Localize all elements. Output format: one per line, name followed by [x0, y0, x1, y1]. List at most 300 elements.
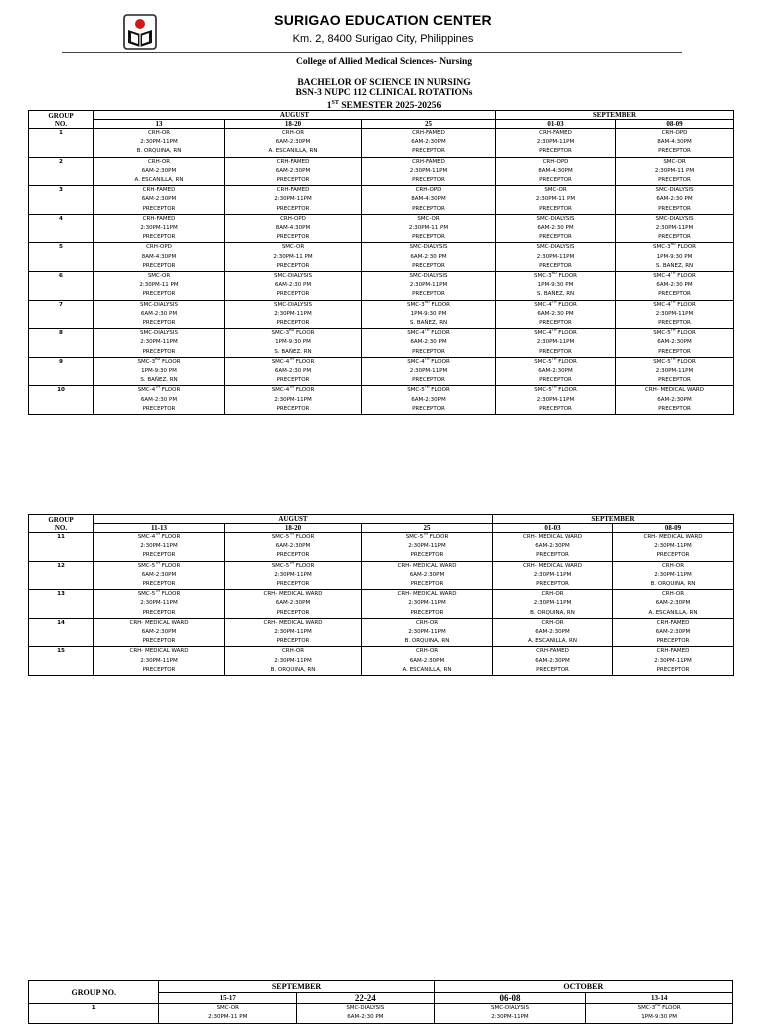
table-row: [29, 357, 734, 386]
group-number: 8: [29, 329, 94, 358]
cell-line: CRH-OR: [281, 648, 305, 655]
cell-line: S. BAÑEZ, RN: [409, 320, 448, 327]
cell-line: CRH- MEDICAL WARD: [129, 648, 189, 655]
rotation-cell: [613, 590, 734, 619]
cell-line: 6AM-2:30 PM: [140, 310, 178, 317]
rotation-cell: [297, 1004, 435, 1024]
cell-line: PRECEPTOR: [276, 262, 310, 269]
rotation-cell: [613, 561, 734, 590]
cell-line: 6AM-2:30PM: [538, 368, 573, 375]
cell-line: 8AM-4:30PM: [141, 253, 177, 260]
header-divider: [62, 52, 682, 53]
rotation-cell: [225, 386, 362, 415]
cell-line: PRECEPTOR: [276, 177, 310, 184]
rotation-cell: [94, 590, 225, 619]
cell-line: CRH- MEDICAL WARD: [645, 387, 704, 394]
cell-line: 1PM-9:30 PM: [275, 339, 311, 346]
cell-line: CRH- MEDICAL WARD: [523, 562, 582, 569]
table1-body: [29, 129, 734, 415]
cell-line: SMC-4TH FLOOR: [271, 386, 315, 394]
cell-line: SMC-DIALYSIS: [536, 244, 575, 251]
cell-line: PRECEPTOR: [539, 262, 572, 269]
cell-line: SMC-3RD FLOOR: [137, 357, 181, 365]
cell-line: B. ORQUINA, RN: [530, 609, 575, 616]
cell-line: 8AM-4:30PM: [657, 139, 692, 146]
table-row: [29, 157, 734, 186]
cell-line: SMC-DIALYSIS: [409, 273, 448, 280]
cell-line: SMC-DIALYSIS: [536, 215, 575, 222]
rotation-cell: [94, 329, 225, 358]
cell-line: 6AM-2:30PM: [535, 543, 570, 550]
rotation-cell: [613, 533, 734, 562]
cell-line: PRECEPTOR: [658, 405, 691, 412]
rotation-cell: [362, 186, 496, 215]
cell-line: CRH-FAMED: [412, 130, 445, 136]
cell-line: 6AM-2:30PM: [655, 629, 691, 636]
cell-line: PRECEPTOR: [412, 291, 445, 298]
cell-line: A. ESCANILLA, RN: [528, 638, 577, 645]
month-header-september: SEPTEMBER: [159, 981, 434, 993]
rotation-cell: [159, 1004, 297, 1024]
group-number: 7: [29, 300, 94, 329]
cell-line: 6AM-2:30 PM: [274, 282, 312, 289]
cell-line: A. ESCANILLA, RN: [402, 666, 452, 673]
cell-line: B. ORQUINA, RN: [650, 581, 696, 588]
cell-line: A. ESCANILLA, RN: [268, 148, 318, 155]
cell-line: PRECEPTOR: [412, 405, 445, 412]
school-name: SURIGAO EDUCATION CENTER: [274, 12, 492, 28]
group-number: 10: [29, 386, 94, 415]
cell-line: 2:30PM-11PM: [536, 139, 575, 146]
rotation-cell: [496, 272, 616, 301]
group-no-header: GROUP NO.: [29, 111, 94, 129]
cell-line: PRECEPTOR: [276, 377, 310, 384]
cell-line: PRECEPTOR: [656, 552, 690, 559]
rotation-cell: [225, 214, 362, 243]
document-header: [0, 0, 768, 110]
date-header: 01-03: [493, 524, 613, 533]
cell-line: SMC-DIALYSIS: [140, 330, 178, 337]
program-title: BACHELOR OF SCIENCE IN NURSING: [297, 78, 471, 88]
table2-body: [29, 533, 734, 676]
cell-line: 6AM-2:30PM: [141, 571, 177, 578]
cell-line: 6AM-2:30PM: [141, 629, 177, 636]
cell-line: 8AM-4:30PM: [275, 225, 311, 232]
cell-line: SMC-3RD FLOOR: [534, 272, 577, 280]
cell-line: 2:30PM-11PM: [408, 629, 446, 636]
cell-line: CRH-OR: [541, 591, 564, 598]
cell-line: 2:30PM-11PM: [140, 657, 178, 664]
school-address: Km. 2, 8400 Surigao City, Philippines: [292, 33, 474, 45]
rotation-cell: [362, 533, 493, 562]
cell-line: PRECEPTOR: [539, 205, 572, 212]
cell-line: 6AM-2:30 PM: [140, 396, 178, 403]
rotation-cell: [616, 129, 734, 158]
cell-line: 2:30PM-11 PM: [654, 167, 695, 174]
cell-line: B. ORQUINA, RN: [136, 148, 182, 155]
cell-line: PRECEPTOR: [276, 609, 310, 616]
cell-line: SMC-DIALYSIS: [274, 301, 312, 308]
rotation-cell: [362, 157, 496, 186]
cell-line: 6AM-2:30PM: [411, 396, 446, 403]
cell-line: 2:30PM-11PM: [408, 543, 446, 550]
cell-line: 2:30PM-11PM: [655, 368, 694, 375]
cell-line: PRECEPTOR: [658, 177, 691, 184]
cell-line: PRECEPTOR: [410, 609, 444, 616]
cell-line: PRECEPTOR: [658, 234, 691, 241]
cell-line: 2:30PM-11PM: [536, 396, 575, 403]
cell-line: 6AM-2:30PM: [655, 600, 691, 607]
rotation-cell: [225, 157, 362, 186]
cell-line: PRECEPTOR: [412, 377, 445, 384]
course-title: BSN-3 NUPC 112 CLINICAL ROTATIONs: [295, 88, 473, 98]
college-name: College of Allied Medical Sciences- Nursing: [296, 57, 472, 67]
rotation-cell: [616, 272, 734, 301]
table-row: [29, 386, 734, 415]
cell-line: 6AM-2:30PM: [141, 196, 177, 203]
group-number: 5: [29, 243, 94, 272]
cell-line: CRH-OR: [541, 619, 564, 626]
group-number: 4: [29, 214, 94, 243]
cell-line: SMC-OR: [147, 273, 171, 280]
cell-line: 2:30PM-11 PM: [139, 282, 179, 289]
group-number: 3: [29, 186, 94, 215]
table-row: [29, 129, 734, 158]
cell-line: SMC-5TH FLOOR: [137, 561, 181, 569]
cell-line: PRECEPTOR: [539, 177, 572, 184]
cell-line: SMC-4TH FLOOR: [137, 533, 181, 540]
cell-line: CRH-FAMED: [276, 158, 310, 165]
rotation-cell: [616, 300, 734, 329]
group-number: 1: [29, 1004, 159, 1024]
cell-line: PRECEPTOR: [658, 377, 691, 384]
rotation-cell: [496, 329, 616, 358]
semester-title: 1ST SEMESTER 2025-20256: [326, 100, 442, 112]
cell-line: SMC-DIALYSIS: [655, 187, 694, 194]
rotation-cell: [616, 157, 734, 186]
rotation-cell: [493, 590, 613, 619]
cell-line: 2:30PM-11PM: [536, 339, 575, 346]
month-header-september: SEPTEMBER: [493, 515, 734, 524]
date-header: 18-20: [225, 120, 362, 129]
cell-line: 2:30PM-11 PM: [273, 253, 313, 260]
cell-line: PRECEPTOR: [658, 320, 691, 327]
rotation-cell: [94, 243, 225, 272]
rotation-cell: [94, 618, 225, 647]
cell-line: 6AM-2:30PM: [409, 657, 445, 664]
cell-line: 6AM-2:30PM: [657, 339, 692, 346]
rotation-cell: [616, 329, 734, 358]
cell-line: PRECEPTOR: [539, 148, 572, 155]
rotation-cell: [496, 157, 616, 186]
table-row: [29, 272, 734, 301]
cell-line: A. ESCANILLA, RN: [648, 609, 698, 616]
rotation-cell: [94, 157, 225, 186]
date-header: 22-24: [297, 993, 435, 1004]
rotation-cell: [362, 561, 493, 590]
cell-line: S. BAÑEZ, RN: [655, 262, 694, 269]
rotation-cell: [362, 618, 493, 647]
month-header-august: AUGUST: [94, 111, 496, 120]
cell-line: PRECEPTOR: [539, 234, 572, 241]
rotation-cell: [225, 129, 362, 158]
cell-line: PRECEPTOR: [142, 666, 176, 673]
cell-line: CRH-OR: [281, 130, 305, 136]
cell-line: 8AM-4:30PM: [538, 167, 573, 174]
cell-line: PRECEPTOR: [539, 377, 572, 384]
cell-line: SMC-4TH FLOOR: [534, 300, 577, 308]
cell-line: 6AM-2:30PM: [657, 396, 692, 403]
cell-line: 2:30PM-11PM: [533, 600, 572, 607]
date-header: 11-13: [94, 524, 225, 533]
rotation-cell: [496, 129, 616, 158]
rotation-cell: [94, 300, 225, 329]
cell-line: SMC-3RD FLOOR: [637, 1004, 681, 1011]
cell-line: CRH- MEDICAL WARD: [263, 619, 323, 626]
cell-line: SMC-5TH FLOOR: [534, 357, 577, 365]
rotation-cell: [94, 214, 225, 243]
cell-line: 2:30PM-11PM: [408, 600, 446, 607]
cell-line: 6AM-2:30 PM: [274, 368, 312, 375]
cell-line: 6AM-2:30PM: [411, 139, 446, 146]
cell-line: SMC-DIALYSIS: [655, 215, 694, 222]
cell-line: PRECEPTOR: [412, 148, 445, 155]
cell-line: CRH-OPD: [661, 130, 688, 136]
rotation-cell: [586, 1004, 733, 1024]
cell-line: CRH-OPD: [542, 158, 569, 165]
cell-line: 6AM-2:30 PM: [410, 253, 447, 260]
rotation-cell: [613, 618, 734, 647]
cell-line: 2:30PM-11PM: [654, 657, 692, 664]
cell-line: S. BAÑEZ, RN: [140, 377, 178, 384]
cell-line: 6AM-2:30PM: [141, 167, 177, 174]
cell-line: SMC-DIALYSIS: [140, 301, 178, 308]
rotation-table-sep-oct: [28, 980, 733, 1024]
cell-line: PRECEPTOR: [536, 552, 569, 559]
cell-line: 2:30PM-11PM: [409, 368, 448, 375]
cell-line: SMC-5TH FLOOR: [271, 561, 315, 569]
cell-line: SMC-DIALYSIS: [409, 244, 448, 251]
date-header: 06-08: [434, 993, 586, 1004]
cell-line: 6AM-2:30 PM: [537, 310, 574, 317]
cell-line: 2:30PM-11PM: [140, 225, 178, 232]
cell-line: SMC-4TH FLOOR: [271, 357, 315, 365]
cell-line: 1PM-9:30 PM: [656, 253, 693, 260]
cell-line: 2:30PM-11PM: [274, 657, 312, 664]
cell-line: 2:30PM-11PM: [274, 629, 312, 636]
cell-line: PRECEPTOR: [276, 205, 310, 212]
cell-line: 6AM-2:30PM: [535, 629, 570, 636]
cell-line: SMC-DIALYSIS: [490, 1005, 529, 1011]
rotation-cell: [362, 272, 496, 301]
rotation-cell: [362, 357, 496, 386]
cell-line: 6AM-2:30PM: [275, 139, 311, 146]
rotation-cell: [362, 647, 493, 676]
cell-line: 2:30PM-11PM: [274, 310, 312, 317]
group-number: 2: [29, 157, 94, 186]
cell-line: CRH-OPD: [146, 244, 172, 251]
cell-line: SMC-3RD FLOOR: [271, 329, 315, 337]
cell-line: 8AM-4:30PM: [411, 196, 446, 203]
group-number: 14: [29, 618, 94, 647]
table-row: [29, 1004, 733, 1024]
school-logo-icon: [122, 13, 158, 51]
cell-line: 6AM-2:30PM: [275, 543, 311, 550]
group-number: 11: [29, 533, 94, 562]
cell-line: SMC-5TH FLOOR: [653, 329, 696, 337]
cell-line: CRH-OR: [661, 591, 685, 598]
cell-line: 2:30PM-11PM: [274, 396, 312, 403]
cell-line: 2:30PM-11PM: [274, 571, 312, 578]
date-header: 08-09: [616, 120, 734, 129]
cell-line: PRECEPTOR: [412, 205, 445, 212]
table-row: [29, 243, 734, 272]
table-row: [29, 647, 734, 676]
cell-line: PRECEPTOR: [142, 205, 176, 212]
rotation-cell: [434, 1004, 586, 1024]
cell-line: 2:30PM-11PM: [533, 571, 572, 578]
cell-line: 2:30PM-11 PM: [408, 225, 449, 232]
rotation-cell: [362, 329, 496, 358]
cell-line: 2:30PM-11PM: [491, 1014, 529, 1021]
cell-line: CRH-FAMED: [142, 187, 176, 194]
group-number: 15: [29, 647, 94, 676]
cell-line: 1PM-9:30 PM: [141, 368, 177, 375]
cell-line: 2:30PM-11PM: [140, 543, 178, 550]
cell-line: CRH-OR: [415, 648, 439, 655]
group-no-header: GROUP NO.: [29, 515, 94, 533]
rotation-cell: [616, 243, 734, 272]
cell-line: CRH- MEDICAL WARD: [397, 591, 457, 598]
group-number: 13: [29, 590, 94, 619]
cell-line: SMC-5TH FLOOR: [534, 386, 577, 394]
date-header: 13: [94, 120, 225, 129]
date-header: 08-09: [613, 524, 734, 533]
table-row: [29, 618, 734, 647]
rotation-cell: [94, 561, 225, 590]
group-number: 9: [29, 357, 94, 386]
table-row: [29, 561, 734, 590]
table-row: [29, 533, 734, 562]
cell-line: CRH-FAMED: [412, 158, 445, 165]
rotation-cell: [225, 243, 362, 272]
cell-line: PRECEPTOR: [142, 348, 176, 355]
cell-line: SMC-4TH FLOOR: [534, 329, 577, 337]
rotation-cell: [225, 329, 362, 358]
date-header: 13-14: [586, 993, 733, 1004]
table-row: [29, 329, 734, 358]
cell-line: PRECEPTOR: [412, 234, 445, 241]
rotation-cell: [616, 386, 734, 415]
cell-line: 2:30PM-11PM: [654, 543, 692, 550]
table-row: [29, 590, 734, 619]
cell-line: SMC-OR: [281, 244, 305, 251]
cell-line: PRECEPTOR: [276, 638, 310, 645]
cell-line: 2:30PM-11PM: [654, 571, 692, 578]
cell-line: SMC-5TH FLOOR: [137, 590, 181, 598]
cell-line: 6AM-2:30 PM: [347, 1014, 384, 1021]
cell-line: SMC-3RD FLOOR: [407, 300, 450, 308]
group-number: 12: [29, 561, 94, 590]
cell-line: SMC-5TH FLOOR: [407, 386, 450, 394]
rotation-cell: [225, 186, 362, 215]
month-header-august: AUGUST: [94, 515, 493, 524]
cell-line: PRECEPTOR: [410, 581, 444, 588]
rotation-cell: [94, 533, 225, 562]
cell-line: PRECEPTOR: [658, 291, 691, 298]
cell-line: SMC-3RD FLOOR: [653, 243, 696, 251]
cell-line: PRECEPTOR: [142, 234, 176, 241]
rotation-cell: [225, 300, 362, 329]
cell-line: CRH-OPD: [280, 215, 306, 222]
rotation-cell: [613, 647, 734, 676]
cell-line: 6AM-2:30PM: [535, 657, 570, 664]
cell-line: SMC-4TH FLOOR: [407, 329, 450, 337]
rotation-cell: [94, 129, 225, 158]
cell-line: 1PM-9:30 PM: [641, 1014, 678, 1021]
date-header: 25: [362, 120, 496, 129]
cell-line: 6AM-2:30 PM: [656, 282, 693, 289]
cell-line: 6AM-2:30 PM: [410, 339, 447, 346]
rotation-cell: [496, 214, 616, 243]
rotation-cell: [362, 214, 496, 243]
cell-line: PRECEPTOR: [276, 581, 310, 588]
cell-line: PRECEPTOR: [276, 552, 310, 559]
cell-line: PRECEPTOR: [412, 348, 445, 355]
cell-line: SMC-OR: [663, 158, 686, 165]
rotation-cell: [496, 300, 616, 329]
cell-line: CRH-OPD: [415, 187, 442, 194]
cell-line: CRH- MEDICAL WARD: [643, 534, 703, 540]
rotation-cell: [496, 357, 616, 386]
cell-line: SMC-4TH FLOOR: [653, 272, 696, 280]
rotation-cell: [94, 272, 225, 301]
rotation-cell: [362, 300, 496, 329]
rotation-cell: [225, 272, 362, 301]
cell-line: 2:30PM-11PM: [409, 167, 448, 174]
cell-line: CRH-FAMED: [536, 648, 569, 655]
cell-line: 6AM-2:30PM: [409, 571, 445, 578]
cell-line: PRECEPTOR: [276, 234, 310, 241]
cell-line: 2:30PM-11PM: [655, 310, 694, 317]
rotation-cell: [362, 386, 496, 415]
cell-line: PRECEPTOR: [276, 320, 310, 327]
cell-line: CRH-FAMED: [656, 648, 690, 655]
cell-line: 2:30PM-11PM: [274, 196, 312, 203]
rotation-cell: [362, 590, 493, 619]
rotation-cell: [94, 386, 225, 415]
cell-line: PRECEPTOR: [656, 638, 690, 645]
cell-line: 1PM-9:30 PM: [410, 310, 447, 317]
cell-line: SMC-5TH FLOOR: [405, 533, 449, 540]
date-header: 18-20: [225, 524, 362, 533]
cell-line: PRECEPTOR: [539, 320, 572, 327]
rotation-cell: [94, 647, 225, 676]
rotation-cell: [616, 214, 734, 243]
cell-line: CRH-FAMED: [142, 215, 176, 222]
cell-line: PRECEPTOR: [658, 205, 691, 212]
rotation-table-groups-1-10: [28, 110, 734, 415]
rotation-cell: [225, 618, 362, 647]
table-row: [29, 186, 734, 215]
rotation-table-groups-11-15: [28, 514, 734, 676]
cell-line: S. BAÑEZ, RN: [274, 348, 312, 355]
cell-line: 6AM-2:30PM: [275, 167, 311, 174]
rotation-cell: [616, 357, 734, 386]
rotation-cell: [362, 129, 496, 158]
table3-body: [29, 1004, 733, 1024]
table-row: [29, 214, 734, 243]
